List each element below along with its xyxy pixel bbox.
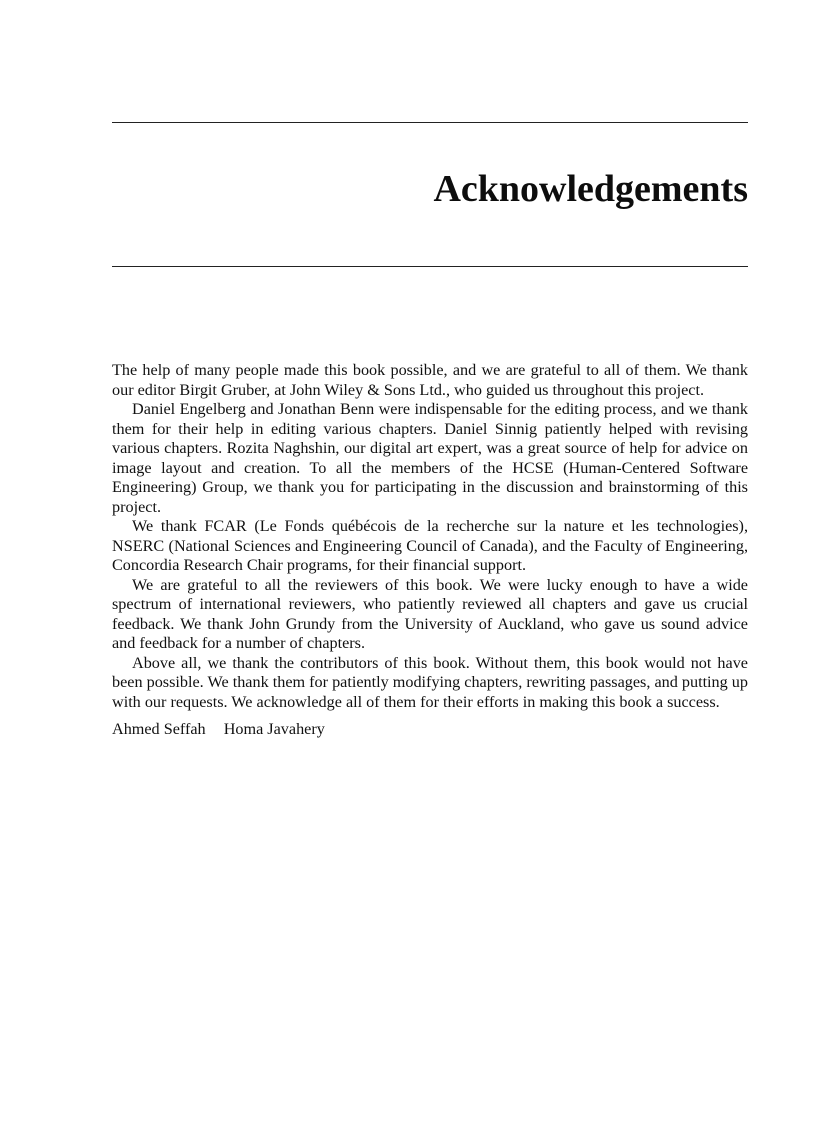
paragraph-reviewers: We are grateful to all the reviewers of this book. We were lucky enough to have a wide spectrum of international reviewers, who patiently reviewed all chapters and gave us crucial feedback. We thank John Grundy from the University of Auckland, who gave us sound advice and feedback for a number of chapters. [112, 575, 748, 652]
page-title: Acknowledgements [433, 168, 748, 210]
bottom-rule [112, 266, 748, 267]
signature-author-1: Ahmed Seffah [112, 720, 206, 738]
signature-line [112, 720, 748, 740]
signature-author-2: Homa Javahery [223, 720, 325, 738]
paragraph-editing-help: Daniel Engelberg and Jonathan Benn were indispensable for the editing process, and we thank them for their help in editing various chapters. Daniel Sinnig patiently helped with revising various chapters. Rozita Naghshin, our digital art expert, was a great source of help for advice on image layout and creation. To all the members of the HCSE (Human-Centered Software Engineering) Group, we thank you for participating in the discussion and brainstorming of this project. [112, 400, 748, 516]
acknowledgements-body [112, 361, 748, 740]
paragraph-editor-thanks: The help of many people made this book possible, and we are grateful to all of them. We thank our editor Birgit Gruber, at John Wiley & Sons Ltd., who guided us throughout this project. [112, 361, 748, 399]
top-rule [112, 122, 748, 123]
paragraph-financial-support: We thank FCAR (Le Fonds québécois de la recherche sur la nature et les technologies), NSERC (National Sciences and Engineering Council of Canada), and the Faculty of Engineering, Concordia Research Chair programs, for their financial support. [112, 517, 748, 574]
paragraph-contributors: Above all, we thank the contributors of this book. Without them, this book would not have been possible. We thank them for patiently modifying chapters, rewriting passages, and putting up with our requests. We acknowledge all of them for their efforts in making this book a success. [112, 653, 748, 711]
